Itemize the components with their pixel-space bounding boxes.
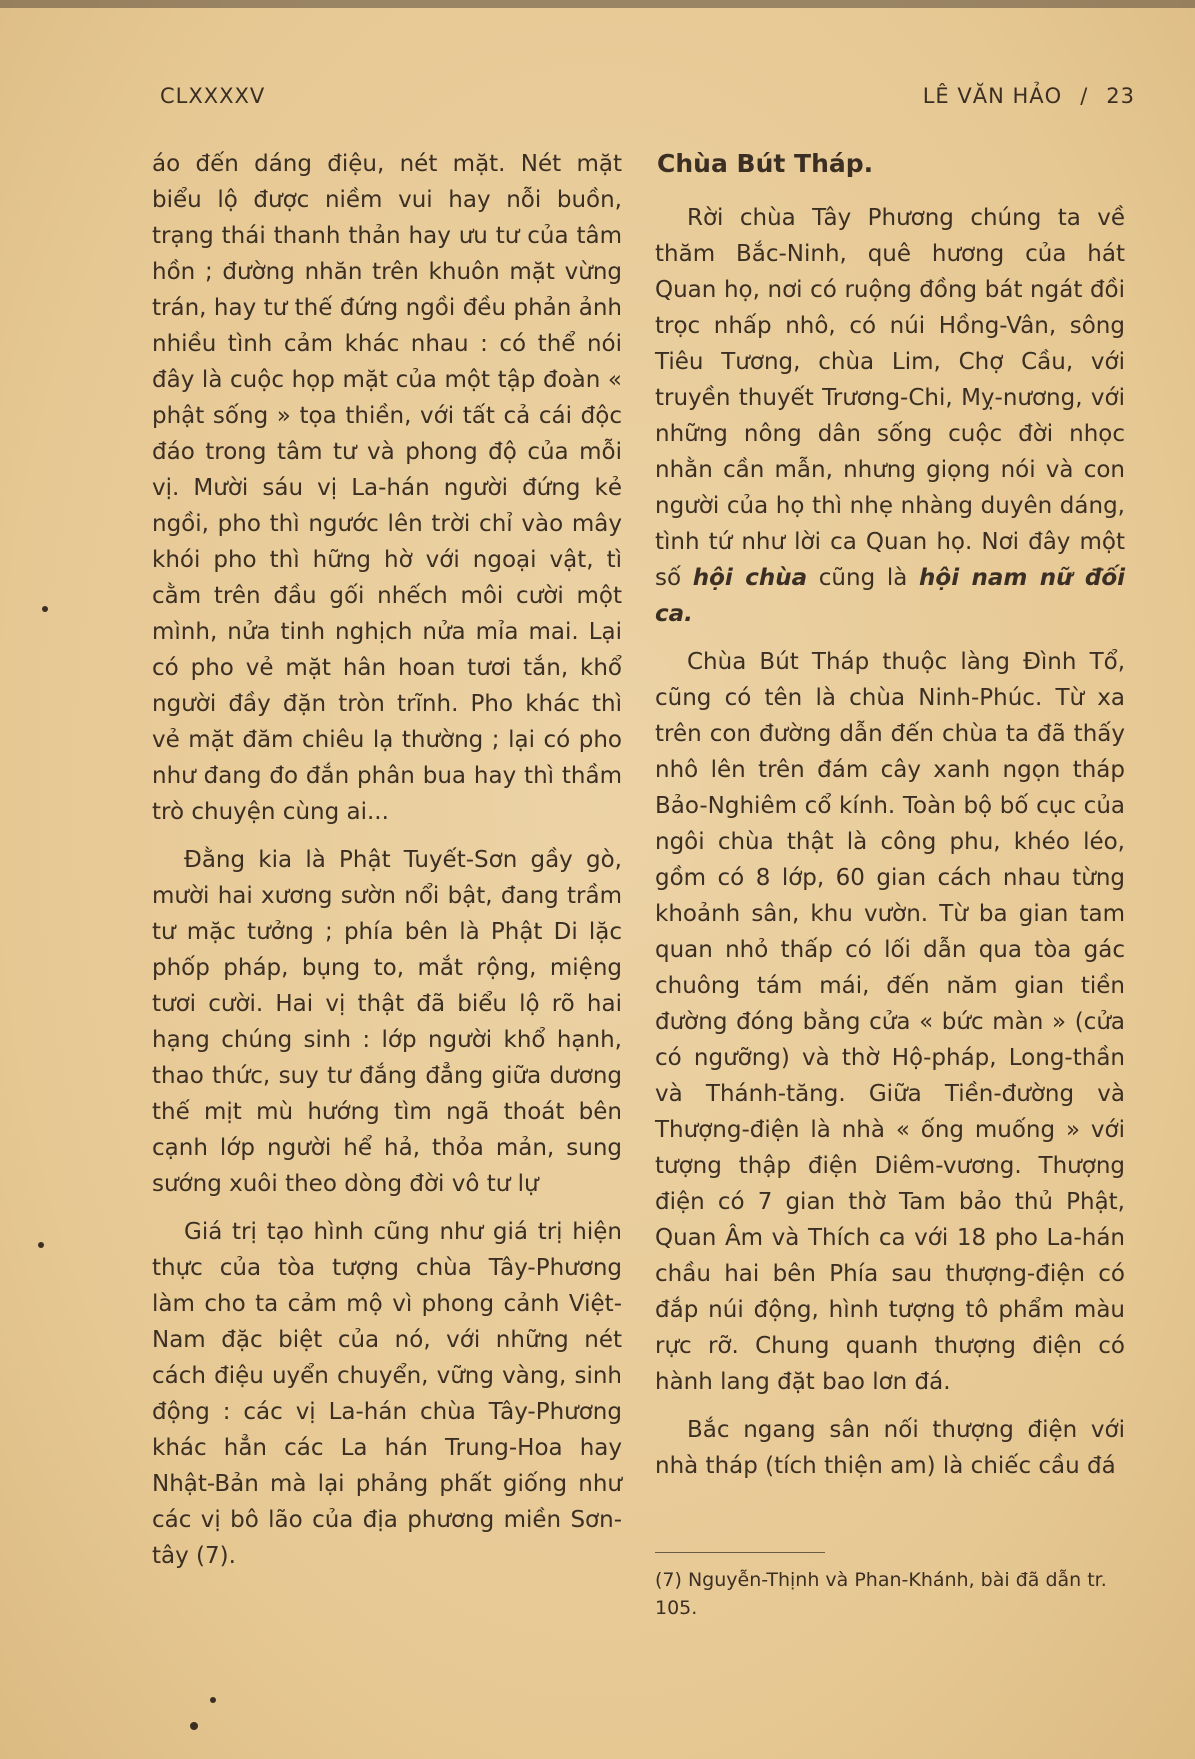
ink-speck [190,1722,198,1730]
left-paragraph-3: Giá trị tạo hình cũng như giá trị hiện thực của tòa tượng chùa Tây-Phương làm cho ta cảm mộ vì phong cảnh Việt-Nam đặc biệt của nó, với những nét cách điệu uyển chuyển, vững vàng, sinh động : các vị La-hán chùa Tây-Phương khác hẳn các La hán Trung-Hoa hay Nhật-Bản mà lại phảng phất giống như các vị bô lão của địa phương miền Sơn-tây (7). [152,1219,622,1569]
right-paragraph-2: Chùa Bút Tháp thuộc làng Đình Tổ, cũng có tên là chùa Ninh-Phúc. Từ xa trên con đường dẫn đến chùa ta đã thấy nhô lên trên đám cây xanh ngọn tháp Bảo-Nghiêm cổ kính. Toàn bộ bố cục của ngôi chùa thật là công phu, khéo léo, gồm có 8 lớp, 60 gian cách nhau từng khoảnh sân, khu vườn. Từ ba gian tam quan nhỏ thấp có lối dẫn qua tòa gác chuông tám mái, đến năm gian tiền đường đóng bằng cửa « bức màn » (cửa có ngưỡng) và thờ Hộ-pháp, Long-thần và Thánh-tăng. Giữa Tiền-đường và Thượng-điện là nhà « ống muống » với tượng thập điện Diêm-vương. Thượng điện có 7 gian thờ Tam bảo thủ Phật, Quan Âm và Thích ca với 18 pho La-hán chầu hai bên Phía sau thượng-điện có đắp núi động, hình tượng tô phẩm màu rực rỡ. Chung quanh thượng điện có hành lang đặt bao lơn đá. [655,649,1125,1395]
page-number: 23 [1106,84,1135,108]
right-paragraph-3: Bắc ngang sân nối thượng điện với nhà tháp (tích thiện am) là chiếc cầu đá [655,1417,1125,1479]
footnote: (7) Nguyễn-Thịnh và Phan-Khánh, bài đã dẫn tr. 105. [655,1569,1107,1619]
page-top-edge [0,0,1195,8]
header-separator: / [1080,84,1089,108]
left-paragraph-2: Đằng kia là Phật Tuyết-Sơn gầy gò, mười hai xương sườn nổi bật, đang trầm tư mặc tưởng ; phía bên là Phật Di lặc phốp pháp, bụng to, mắt rộng, miệng tươi cười. Hai vị thật đã biểu lộ rõ hai hạng chúng sinh : lớp người khổ hạnh, thao thức, suy tư đắng đẳng giữa dương thế mịt mù hướng tìm ngã thoát bên cạnh lớp người hể hả, thỏa mản, sung sướng xuôi theo dòng đời vô tư lự [152,847,622,1197]
header-author: LÊ VĂN HẢO [922,84,1063,108]
ink-speck [210,1697,216,1703]
right-paragraph-1-text: Rời chùa Tây Phương chúng ta về thăm Bắc-Ninh, quê hương của hát Quan họ, nơi có ruộng đồng bát ngát đồi trọc nhấp nhô, có núi Hồng-Vân, sông Tiêu Tương, chùa Lim, Chợ Cầu, với truyền thuyết Trương-Chi, Mỵ-nương, với những nông dân sống cuộc đời nhọc nhằn cần mẫn, nhưng giọng nói và con người của họ thì nhẹ nhàng duyên dáng, tình tứ như lời ca Quan họ. Nơi đây một số [655,205,1125,591]
running-header [160,84,1135,116]
right-paragraph-1-mid: cũng là [818,565,908,591]
section-title: Chùa Bút Tháp. [657,149,874,178]
right-paragraph-1 [655,200,1125,632]
ink-speck [38,1242,44,1248]
section-numeral: CLXXXXV [160,84,266,108]
left-column [152,146,622,1586]
ink-speck [42,606,48,612]
footnote-rule [655,1552,825,1553]
author-and-page [905,84,1135,108]
emphasis-hoi-nam-nu: hội nam nữ đối ca. [655,565,1126,627]
emphasis-hoi-chua: hội chùa [692,565,808,591]
left-paragraph-1: áo đến dáng điệu, nét mặt. Nét mặt biểu lộ được niềm vui hay nỗi buồn, trạng thái thanh thản hay ưu tư của tâm hồn ; đường nhăn trên khuôn mặt vừng trán, hay tư thế đứng ngồi đều phản ảnh nhiều tình cảm khác nhau : có thể nói đây là cuộc họp mặt của một tập đoàn « phật sống » tọa thiền, với tất cả cái độc đáo trong tâm tư và phong độ của mỗi vị. Mười sáu vị La-hán người đứng kẻ ngồi, pho thì ngước lên trời chỉ vào mây khói pho thì hững hờ với ngoại vật, tì cằm trên đầu gối nhếch môi cười một mình, nửa tinh nghịch nửa mỉa mai. Lại có pho vẻ mặt hân hoan tươi tắn, khổ người đầy đặn tròn trĩnh. Pho khác thì vẻ mặt đăm chiêu lạ thường ; lại có pho như đang đo đắn phân bua hay thì thầm trò chuyện cùng ai... [152,151,622,825]
right-column [655,146,1125,1496]
